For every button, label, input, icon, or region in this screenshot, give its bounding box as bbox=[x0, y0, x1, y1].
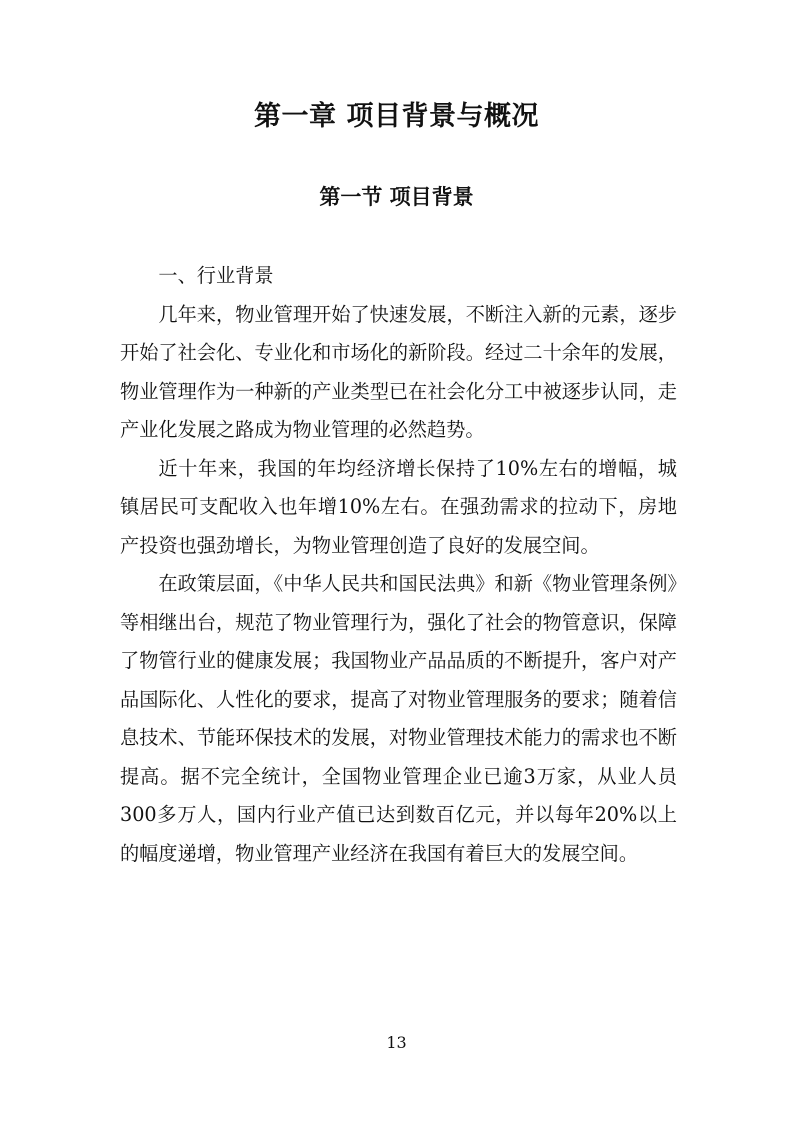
paragraph-2: 近十年来，我国的年均经济增长保持了10%左右的增幅，城镇居民可支配收入也年增10%左右。在强劲需求的拉动下，房地产投资也强劲增长，为物业管理创造了良好的发展空间。 bbox=[120, 456, 677, 557]
paragraph-1: 几年来，物业管理开始了快速发展，不断注入新的元素，逐步开始了社会化、专业化和市场化的新阶段。经过二十余年的发展，物业管理作为一种新的产业类型已在社会化分工中被逐步认同，走产业化发展之路成为物业管理的必然趋势。 bbox=[120, 302, 677, 441]
paragraph-3: 在政策层面，《中华人民共和国民法典》和新《物业管理条例》等相继出台，规范了物业管理行为，强化了社会的物管意识，保障了物管行业的健康发展；我国物业产品品质的不断提升，客户对产品国际化、人性化的要求，提高了对物业管理服务的要求；随着信息技术、节能环保技术的发展，对物业管理技术能力的需求也不断提高。据不完全统计，全国物业管理企业已逾3万家，从业人员300多万人，国内行业产值已达到数百亿元，并以每年20%以上的幅度递增，物业管理产业经济在我国有着巨大的发展空间。 bbox=[120, 572, 677, 865]
page-number: 13 bbox=[386, 1033, 407, 1052]
subheading: 一、行业背景 bbox=[158, 264, 274, 287]
section-title: 第一节 项目背景 bbox=[319, 185, 474, 209]
chapter-title: 第一章 项目背景与概况 bbox=[254, 101, 539, 132]
body-text bbox=[120, 257, 677, 873]
